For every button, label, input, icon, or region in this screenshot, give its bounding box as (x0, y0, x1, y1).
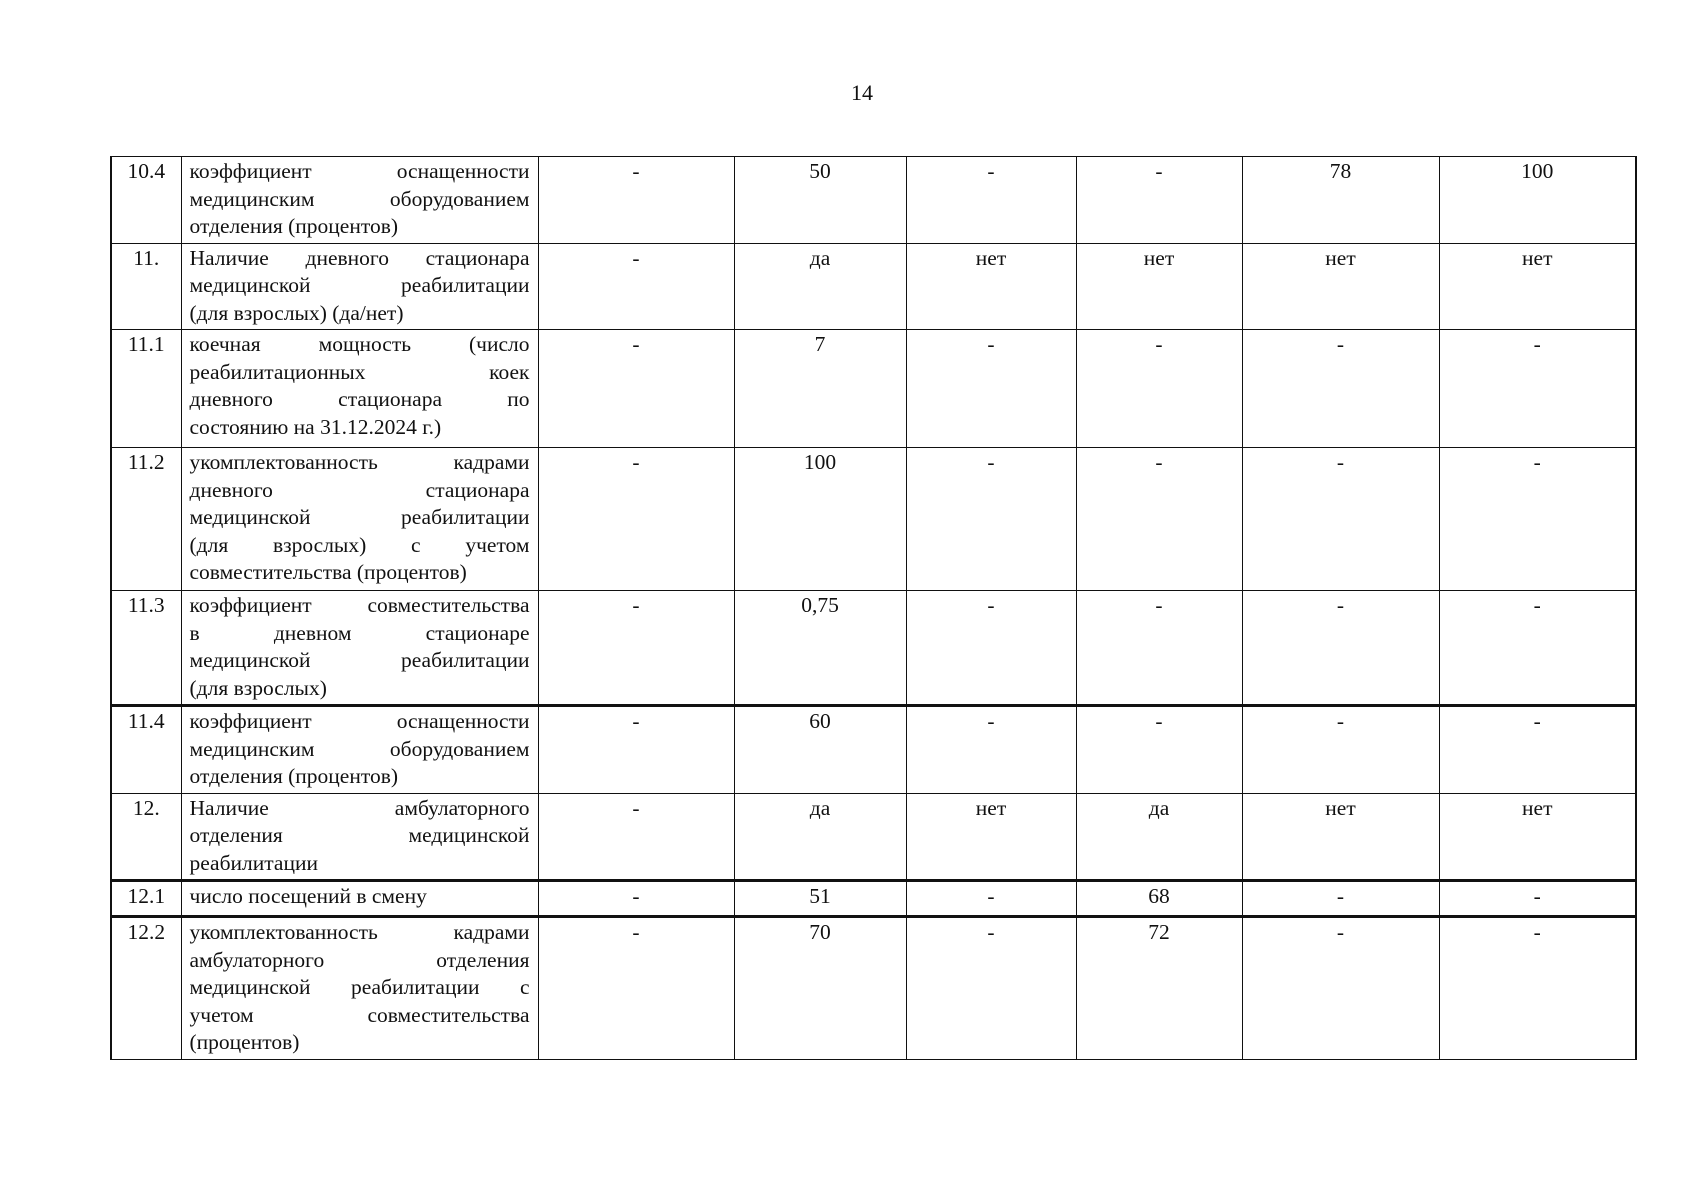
value-cell: - (906, 448, 1076, 591)
value-cell: 100 (1439, 157, 1636, 244)
value-cell: 60 (734, 706, 906, 794)
row-label (181, 591, 538, 706)
row-label (181, 157, 538, 244)
table-row (111, 243, 1636, 330)
row-label-line: медицинской реабилитации (189, 505, 530, 529)
value-cell: - (906, 591, 1076, 706)
row-label-line: отделения медицинской (189, 823, 530, 847)
value-cell: - (1076, 330, 1242, 448)
row-label-line: совместительства (процентов) (189, 560, 467, 584)
row-label-line: реабилитации (189, 850, 318, 875)
row-label-line: коэффициент совместительства (189, 593, 530, 617)
value-cell: - (906, 330, 1076, 448)
row-label-line: (для взрослых) (да/нет) (189, 300, 404, 325)
row-number: 11.3 (111, 591, 181, 706)
table-row (111, 157, 1636, 244)
value-cell: - (1076, 706, 1242, 794)
row-label-line: дневного стационара (189, 477, 530, 502)
value-cell: - (538, 330, 734, 448)
row-label-line: Наличие дневного стационара (189, 245, 530, 270)
value-cell: - (1439, 448, 1636, 591)
table-row (111, 881, 1636, 917)
row-label-line: учетом совместительства (189, 1002, 530, 1027)
row-label-line: (для взрослых) (189, 675, 327, 700)
row-label-line: медицинской реабилитации (189, 273, 530, 297)
value-cell: - (1242, 591, 1439, 706)
row-label-line: Наличие амбулаторного (189, 795, 530, 820)
value-cell: 100 (734, 448, 906, 591)
row-label-line: медицинской реабилитации с (189, 975, 530, 999)
value-cell: 70 (734, 917, 906, 1060)
row-label-line: отделения (процентов) (189, 764, 399, 788)
row-label (181, 793, 538, 881)
row-label-line: коечная мощность (число (189, 332, 530, 356)
table-row (111, 917, 1636, 1060)
value-cell: - (1242, 917, 1439, 1060)
row-label-line: укомплектованность кадрами (189, 450, 530, 474)
table-row (111, 706, 1636, 794)
value-cell: - (538, 917, 734, 1060)
row-number: 10.4 (111, 157, 181, 244)
value-cell: - (538, 881, 734, 917)
value-cell: - (538, 448, 734, 591)
value-cell: нет (1439, 243, 1636, 330)
value-cell: - (1076, 157, 1242, 244)
table-row (111, 793, 1636, 881)
row-number: 12.1 (111, 881, 181, 917)
row-label-line: дневного стационара по (189, 387, 530, 411)
value-cell: да (734, 243, 906, 330)
row-label-line: отделения (процентов) (189, 214, 399, 238)
value-cell: 68 (1076, 881, 1242, 917)
value-cell: - (1076, 448, 1242, 591)
row-label-line: число посещений в смену (189, 884, 427, 908)
row-label-line: (для взрослых) с учетом (189, 532, 530, 557)
value-cell: нет (1242, 243, 1439, 330)
value-cell: - (1242, 706, 1439, 794)
value-cell: да (1076, 793, 1242, 881)
value-cell: - (538, 157, 734, 244)
value-cell: - (1439, 917, 1636, 1060)
row-label (181, 330, 538, 448)
value-cell: 50 (734, 157, 906, 244)
page-number: 14 (851, 80, 873, 105)
table-row (111, 448, 1636, 591)
value-cell: - (1439, 330, 1636, 448)
value-cell: нет (1242, 793, 1439, 881)
value-cell: - (1439, 881, 1636, 917)
value-cell: - (906, 157, 1076, 244)
value-cell: - (538, 706, 734, 794)
value-cell: - (538, 793, 734, 881)
row-label-line: медицинской реабилитации (189, 648, 530, 672)
row-label (181, 881, 538, 917)
table-body (111, 157, 1636, 1060)
row-label-line: коэффициент оснащенности (189, 709, 530, 733)
row-label (181, 706, 538, 794)
value-cell: - (1242, 330, 1439, 448)
row-label-line: состоянию на 31.12.2024 г.) (189, 414, 442, 439)
value-cell: - (906, 706, 1076, 794)
row-number: 12. (111, 793, 181, 881)
value-cell: - (538, 243, 734, 330)
row-number: 11.1 (111, 330, 181, 448)
value-cell: 0,75 (734, 591, 906, 706)
row-label (181, 448, 538, 591)
value-cell: нет (1076, 243, 1242, 330)
value-cell: 72 (1076, 917, 1242, 1060)
value-cell: нет (906, 243, 1076, 330)
row-label (181, 243, 538, 330)
table-row (111, 591, 1636, 706)
row-label-line: (процентов) (189, 1030, 300, 1054)
row-label-line: в дневном стационаре (189, 620, 530, 645)
value-cell: нет (1439, 793, 1636, 881)
value-cell: да (734, 793, 906, 881)
row-label-line: медицинским оборудованием (189, 186, 530, 211)
value-cell: - (1076, 591, 1242, 706)
value-cell: - (1242, 881, 1439, 917)
row-label-line: реабилитационных коек (189, 359, 530, 384)
row-number: 11.2 (111, 448, 181, 591)
row-number: 12.2 (111, 917, 181, 1060)
value-cell: 7 (734, 330, 906, 448)
table-row (111, 330, 1636, 448)
data-table (110, 156, 1637, 1060)
row-label-line: укомплектованность кадрами (189, 920, 530, 944)
value-cell: - (1439, 591, 1636, 706)
value-cell: 78 (1242, 157, 1439, 244)
row-label-line: амбулаторного отделения (189, 947, 530, 972)
value-cell: нет (906, 793, 1076, 881)
row-label-line: коэффициент оснащенности (189, 159, 530, 183)
row-number: 11. (111, 243, 181, 330)
value-cell: - (906, 881, 1076, 917)
value-cell: - (538, 591, 734, 706)
value-cell: - (1439, 706, 1636, 794)
row-number: 11.4 (111, 706, 181, 794)
row-label (181, 917, 538, 1060)
row-label-line: медицинским оборудованием (189, 736, 530, 761)
value-cell: - (906, 917, 1076, 1060)
value-cell: 51 (734, 881, 906, 917)
value-cell: - (1242, 448, 1439, 591)
